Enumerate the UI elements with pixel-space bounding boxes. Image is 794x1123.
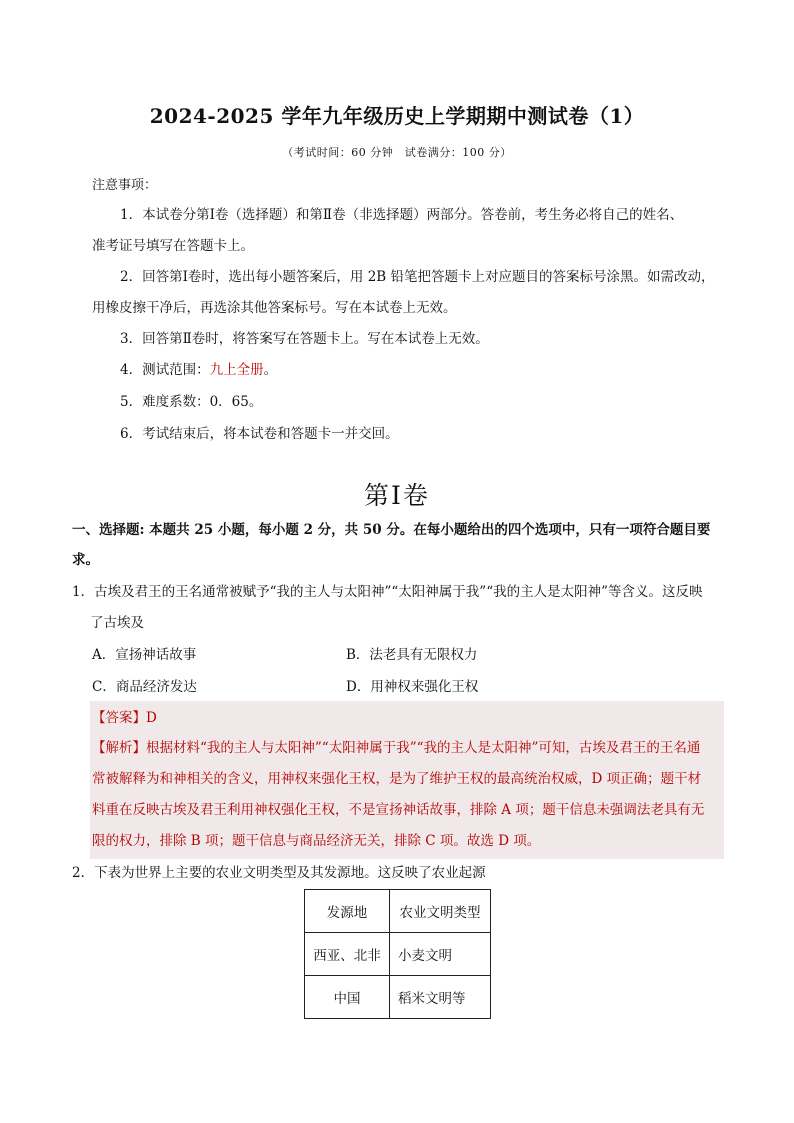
- note-4-suffix: 。: [263, 362, 278, 378]
- q1-stem-line-2: 了古埃及: [90, 615, 144, 631]
- note-6: 6．考试结束后，将本试卷和答题卡一并交回。: [120, 426, 399, 442]
- q1-analysis-line-2: 常被解释为和神相关的含义，用神权来强化王权，是为了维护王权的最高统治权威，D 项正确；题干材: [92, 771, 702, 787]
- q1-analysis-line-3: 料重在反映古埃及君王利用神权强化王权，不是宣扬神话故事，排除 A 项；题干信息未强调法老具有无: [92, 802, 705, 818]
- q1-option-a: A．宣扬神话故事: [92, 647, 197, 663]
- note-2-line-1: 2．回答第Ⅰ卷时，选出每小题答案后，用 2B 铅笔把答题卡上对应题目的答案标号涂黑。如需改动，: [120, 269, 715, 285]
- section-intro-line-2: 求。: [72, 552, 99, 568]
- note-2-line-2: 用橡皮擦干净后，再选涂其他答案标号。写在本试卷上无效。: [92, 300, 457, 316]
- note-4: [120, 360, 277, 380]
- table-header-cell: 发源地: [305, 890, 390, 933]
- q1-analysis-line-1: 【解析】根据材料“我的主人与太阳神”“太阳神属于我”“我的主人是太阳神”可知，古埃及君王的王名通: [92, 740, 701, 756]
- section-intro-line-1: 一、选择题: 本题共 25 小题，每小题 2 分，共 50 分。在每小题给出的四个选项中，只有一项符合题目要: [72, 522, 711, 538]
- q1-answer: 【答案】D: [92, 710, 157, 726]
- exam-title: 2024-2025 学年九年级历史上学期期中测试卷（1）: [149, 104, 645, 128]
- table-cell: 小麦文明: [390, 933, 491, 976]
- note-1-line-2: 准考证号填写在答题卡上。: [92, 238, 254, 254]
- table-cell: 西亚、北非: [305, 933, 390, 976]
- note-1-line-1: 1．本试卷分第Ⅰ卷（选择题）和第Ⅱ卷（非选择题）两部分。答卷前，考生务必将自己的姓名、: [120, 207, 684, 223]
- note-4-prefix: 4．测试范围：: [120, 362, 210, 378]
- notes-heading: 注意事项：: [92, 178, 158, 193]
- table-cell: 稻米文明等: [390, 976, 491, 1019]
- table-cell: 中国: [305, 976, 390, 1019]
- q1-option-d: D．用神权来强化王权: [346, 679, 479, 695]
- q1-analysis-line-4: 限的权力，排除 B 项；题干信息与商品经济无关，排除 C 项。故选 D 项。: [92, 833, 541, 849]
- exam-subtitle: （考试时间：60 分钟 试卷满分：100 分）: [282, 146, 512, 159]
- section-title: 第Ⅰ卷: [364, 481, 430, 510]
- table-row: [305, 933, 491, 976]
- table-row: [305, 976, 491, 1019]
- note-3: 3．回答第Ⅱ卷时，将答案写在答题卡上。写在本试卷上无效。: [120, 331, 489, 347]
- table-header-row: [305, 890, 491, 933]
- q2-stem: 2．下表为世界上主要的农业文明类型及其发源地。这反映了农业起源: [72, 865, 486, 881]
- note-4-scope: 九上全册: [209, 362, 264, 378]
- q1-option-b: B．法老具有无限权力: [346, 647, 478, 663]
- q1-stem-line-1: 1．古埃及君王的王名通常被赋予“我的主人与太阳神”“太阳神属于我”“我的主人是太阳神”等含义。这反映: [72, 584, 703, 600]
- agriculture-table: [304, 889, 491, 1019]
- note-5: 5．难度系数：0．65。: [120, 394, 263, 410]
- table-header-cell: 农业文明类型: [390, 890, 491, 933]
- q1-option-c: C．商品经济发达: [92, 679, 197, 695]
